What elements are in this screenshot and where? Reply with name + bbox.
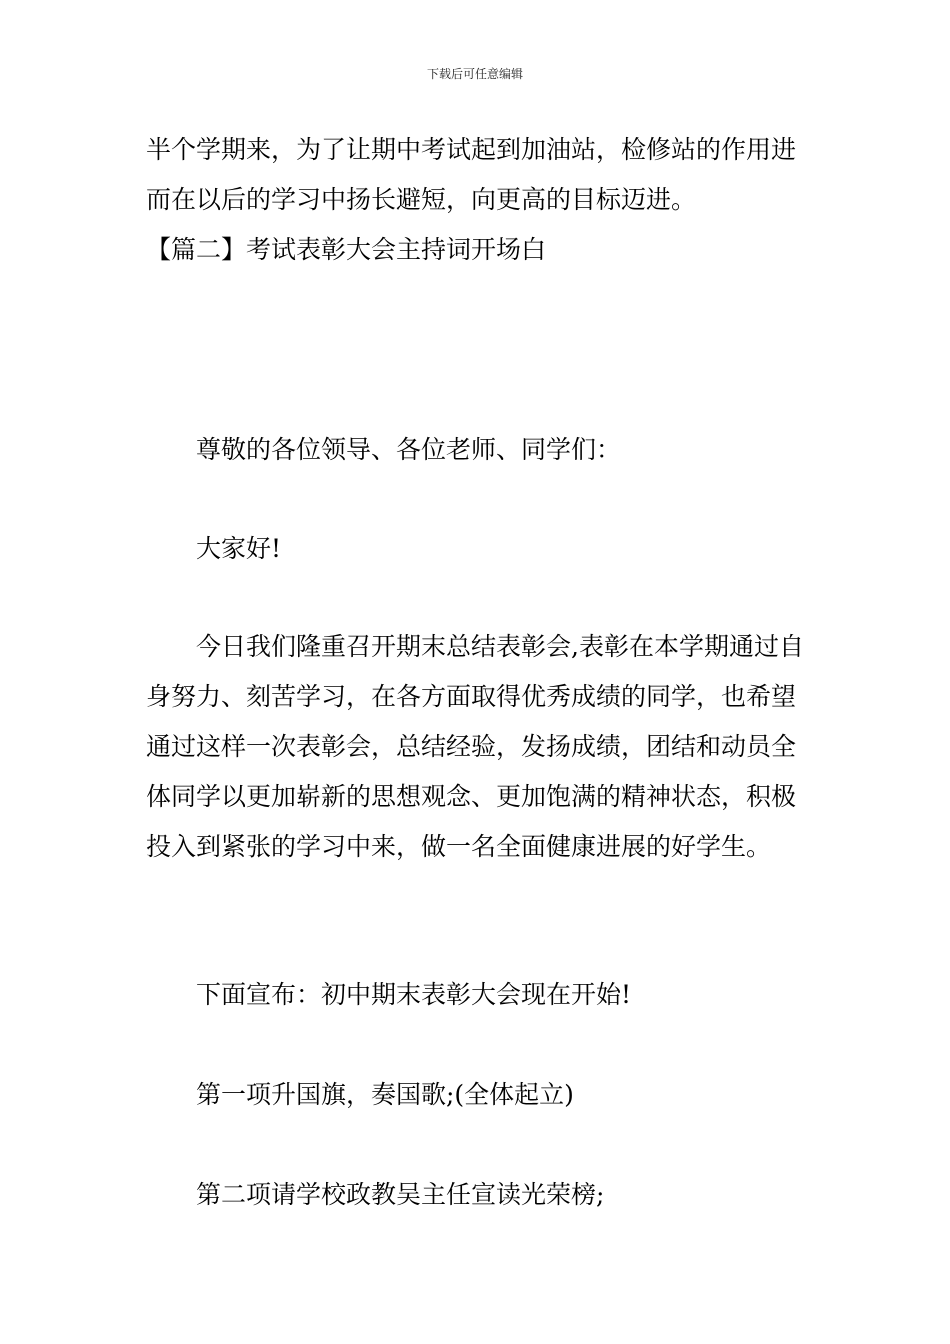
main-paragraph-text: 今日我们隆重召开期末总结表彰会,表彰在本学期通过自身努力、刻苦学习，在各方面取得优秀成绩的同学，也希望通过这样一次表彰会，总结经验，发扬成绩，团结和动员全体同学以更加崭新的思想观念、更加饱满的精神状态，积极投入到紧张的学习中来，做一名全面健康进展的好学生。 — [146, 632, 804, 861]
intro-text: 半个学期来，为了让期中考试起到加油站，检修站的作用进而在以后的学习中扬长避短，向更高的目标迈进。 — [146, 135, 797, 214]
page-header-note: 下载后可任意编辑 — [426, 67, 523, 81]
section-heading-text: 【篇二】考试表彰大会主持词开场白 — [146, 235, 547, 264]
speech-salutation — [146, 425, 816, 475]
salutation-text: 尊敬的各位领导、各位老师、同学们： — [196, 435, 622, 464]
agenda-item-2-text: 第二项请学校政教吴主任宣读光荣榜; — [196, 1180, 605, 1209]
agenda-item-1-text: 第一项升国旗，奏国歌;(全体起立) — [196, 1080, 574, 1109]
speech-main-paragraph — [146, 622, 816, 872]
agenda-item-2 — [146, 1170, 816, 1220]
section-heading — [146, 225, 816, 275]
announcement-text: 下面宣布：初中期末表彰大会现在开始! — [196, 980, 632, 1009]
speech-greeting — [146, 524, 816, 574]
speech-announcement — [146, 970, 816, 1020]
agenda-item-1 — [146, 1070, 816, 1120]
intro-paragraph — [146, 125, 816, 225]
greeting-text: 大家好! — [196, 534, 282, 563]
